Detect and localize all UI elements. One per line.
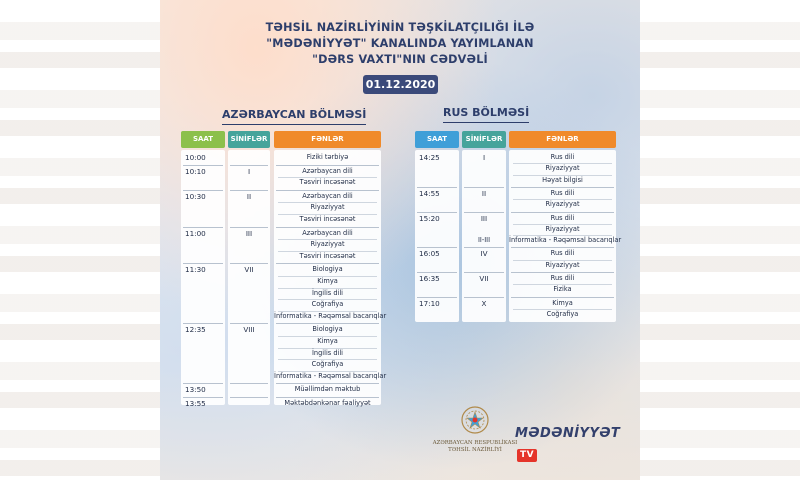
az-row-divider — [276, 323, 379, 324]
ministry-name — [422, 440, 528, 454]
ru-row-divider — [464, 272, 504, 273]
az-subject-cell: Azərbaycan dili — [302, 228, 353, 237]
az-header-subjects: FƏNLƏR — [274, 131, 381, 148]
az-subject-cell: Təsviri incəsənət — [299, 251, 356, 260]
channel-logo-tv-badge: TV — [517, 449, 537, 462]
ru-time-cell: 14:55 — [419, 188, 440, 198]
schedule-poster — [160, 0, 640, 480]
ru-row-divider — [464, 212, 504, 213]
ru-row-divider — [417, 187, 457, 188]
background-left-strip — [0, 0, 160, 480]
ru-section-title — [443, 106, 529, 123]
az-row-divider — [230, 227, 268, 228]
ru-time-cell: 17:10 — [419, 298, 440, 308]
ru-row-divider — [464, 247, 504, 248]
ru-row-divider — [511, 187, 614, 188]
ru-class-cell: II-III — [477, 236, 491, 245]
ru-subject-cell: Riyaziyyat — [545, 164, 580, 173]
date-badge: 01.12.2020 — [363, 75, 438, 94]
ru-subject-cell: Rus dili — [550, 188, 575, 197]
az-row-divider — [183, 397, 223, 398]
ru-subject-cell: Kimya — [552, 298, 573, 307]
ru-time-cell: 15:20 — [419, 213, 440, 223]
ru-row-divider — [511, 272, 614, 273]
az-row-divider — [183, 323, 223, 324]
ru-time-cell: 16:35 — [419, 274, 440, 283]
az-row-divider — [183, 263, 223, 264]
ru-subject-cell: Riyaziyyat — [545, 224, 580, 233]
az-subject-cell: İngilis dili — [311, 288, 344, 297]
poster-title — [160, 20, 640, 68]
ru-header-class: SİNİFLƏR — [462, 131, 506, 148]
ru-section-title-underline — [443, 122, 529, 123]
az-subject-cell: Kimya — [317, 277, 338, 285]
ru-subject-cell: Riyaziyyat — [545, 200, 580, 209]
ru-class-cell: I — [482, 153, 486, 162]
az-row-divider — [230, 263, 268, 264]
ru-subject-cell: Riyaziyyat — [545, 260, 580, 269]
az-row-divider — [276, 383, 379, 384]
title-line-1: TƏHSİL NAZİRLİYİNİN TƏŞKİLATÇILIĞI İLƏ — [265, 21, 535, 34]
az-row-divider — [276, 165, 379, 166]
az-header-time: SAAT — [181, 131, 225, 148]
ru-row-divider — [464, 297, 504, 298]
az-subject-cell: Azərbaycan dili — [302, 191, 353, 200]
az-header-class: SİNİFLƏR — [228, 131, 270, 148]
az-row-divider — [183, 383, 223, 384]
ru-section-title-text: RUS BÖLMƏSİ — [443, 106, 530, 119]
az-section-title-text: AZƏRBAYCAN BÖLMƏSİ — [222, 108, 367, 121]
az-time-cell: 10:00 — [185, 153, 206, 162]
ru-header-time: SAAT — [415, 131, 459, 148]
az-subject-cell: Məktəbdənkənar fəaliyyət — [284, 399, 371, 407]
ru-class-cell: II — [481, 188, 487, 198]
az-row-divider — [276, 263, 379, 264]
ru-time-cell: 14:25 — [419, 153, 440, 162]
az-subject-cell: Kimya — [317, 337, 338, 345]
az-class-cell: II — [246, 191, 252, 201]
ru-time-cell: 16:05 — [419, 249, 440, 259]
ru-subject-cell: Rus dili — [550, 153, 575, 161]
channel-logo-text: MƏDƏNİYYƏT — [515, 426, 621, 441]
az-row-divider — [276, 227, 379, 228]
az-subject-cell: Riyaziyyat — [310, 240, 345, 249]
ru-subject-cell: İnformatika - Rəqəmsal bacarıqlar — [509, 236, 622, 245]
ru-subject-cell: Rus dili — [550, 249, 575, 258]
ru-subject-cell: Coğrafiya — [546, 309, 579, 318]
ru-row-divider — [417, 247, 457, 248]
az-subject-cell: Coğrafiya — [311, 300, 344, 309]
ru-row-divider — [464, 187, 504, 188]
az-class-cell: VII — [244, 265, 254, 275]
az-row-divider — [183, 227, 223, 228]
ru-row-divider — [511, 247, 614, 248]
az-time-cell: 11:30 — [185, 265, 206, 275]
az-class-column — [228, 150, 270, 405]
ru-row-divider — [417, 212, 457, 213]
az-class-cell: III — [245, 228, 253, 238]
az-subject-cell: Müəllimdən məktub — [294, 385, 361, 394]
background-right-strip — [640, 0, 800, 480]
ru-row-divider — [417, 272, 457, 273]
az-subject-cell: Riyaziyyat — [310, 203, 345, 212]
ru-row-divider — [417, 297, 457, 298]
ru-class-cell: III — [480, 213, 488, 223]
az-subject-cell: Coğrafiya — [311, 360, 344, 369]
ru-header-subjects: FƏNLƏR — [509, 131, 616, 148]
az-class-cell: I — [247, 166, 251, 176]
az-row-divider — [183, 165, 223, 166]
az-subject-cell: İnformatika - Rəqəmsal bacarıqlar — [274, 371, 387, 380]
title-line-3: "DƏRS VAXTI"NIN CƏDVƏLİ — [312, 53, 488, 66]
title-line-2: "MƏDƏNİYYƏT" KANALINDA YAYIMLANAN — [266, 37, 534, 50]
ru-row-divider — [511, 297, 614, 298]
az-subject-cell: Biologiya — [312, 265, 343, 274]
az-time-cell: 12:35 — [185, 325, 206, 335]
az-subject-cell: İngilis dili — [311, 348, 344, 357]
az-subject-cell: İnformatika - Rəqəmsal bacarıqlar — [274, 311, 387, 320]
channel-logo — [515, 423, 640, 460]
az-time-cell: 11:00 — [185, 228, 206, 238]
az-section-title — [222, 108, 366, 125]
ru-subject-cell: Rus dili — [550, 213, 575, 222]
az-time-cell: 13:55 — [185, 399, 206, 408]
ru-class-cell: IV — [480, 249, 488, 259]
az-time-cell: 10:30 — [185, 191, 206, 201]
az-row-divider — [230, 323, 268, 324]
ministry-line-2: TƏHSİL NAZİRLİYİ — [448, 447, 502, 453]
az-row-divider — [276, 190, 379, 191]
ru-row-divider — [511, 212, 614, 213]
ru-subject-cell: Həyat bilgisi — [542, 175, 583, 184]
az-subject-cell: Təsviri incəsənət — [299, 215, 356, 223]
az-section-title-underline — [222, 124, 366, 125]
az-subject-cell: Fiziki tərbiyə — [306, 153, 349, 161]
ru-class-cell: X — [481, 298, 487, 308]
ministry-line-1: AZƏRBAYCAN RESPUBLİKASI — [432, 440, 518, 446]
ministry-emblem-icon — [460, 405, 490, 435]
az-subject-cell: Azərbaycan dili — [302, 166, 353, 175]
az-time-column — [181, 150, 225, 405]
az-row-divider — [230, 383, 268, 384]
az-row-divider — [230, 190, 268, 191]
ru-subject-cell: Rus dili — [550, 274, 575, 282]
az-time-cell: 13:50 — [185, 385, 206, 395]
az-subject-cell: Biologiya — [312, 325, 343, 334]
az-time-cell: 10:10 — [185, 166, 206, 176]
ru-class-cell: VII — [479, 274, 489, 283]
az-row-divider — [230, 397, 268, 398]
az-class-cell: VIII — [243, 325, 255, 335]
az-subject-cell: Təsviri incəsənət — [299, 178, 356, 187]
az-row-divider — [183, 190, 223, 191]
az-row-divider — [276, 397, 379, 398]
az-row-divider — [230, 165, 268, 166]
ru-subject-cell: Fizika — [553, 285, 572, 294]
